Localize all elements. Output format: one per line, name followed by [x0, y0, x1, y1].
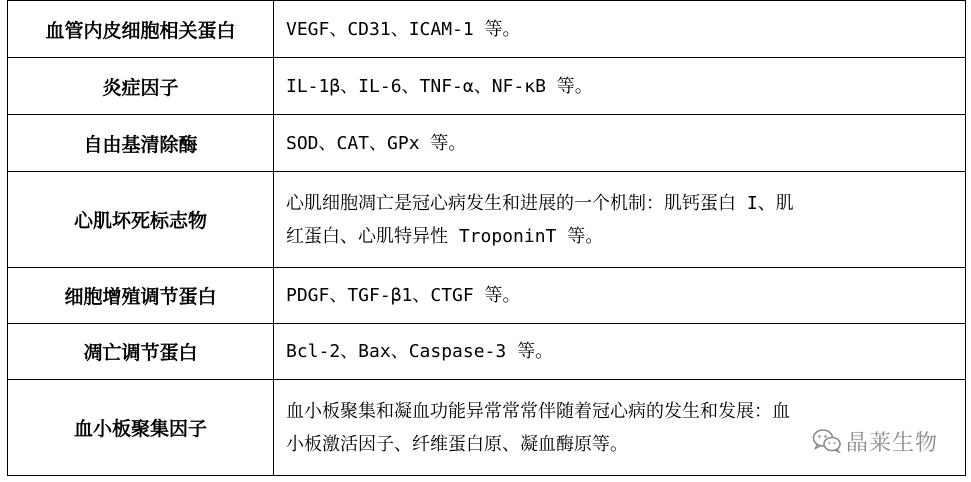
wechat-icon: [812, 428, 842, 454]
category-cell: 炎症因子: [8, 58, 274, 115]
description-line: Bcl-2、Bax、Caspase-3 等。: [286, 341, 554, 362]
category-cell: 血管内皮细胞相关蛋白: [8, 1, 274, 58]
category-cell: 凋亡调节蛋白: [8, 324, 274, 380]
description-cell: [274, 172, 966, 268]
description-line: 血小板聚集和凝血功能异常常常伴随着冠心病的发生和发展：血: [286, 400, 790, 422]
watermark: [812, 424, 938, 458]
table-row: [8, 268, 966, 324]
table-row: [8, 324, 966, 380]
biomarker-table: [7, 0, 966, 476]
description-cell: [274, 58, 966, 115]
description-cell: [274, 268, 966, 324]
table-row: [8, 115, 966, 172]
description-line: IL-1β、IL-6、TNF-α、NF-κB 等。: [286, 75, 593, 97]
watermark-text: 晶莱生物: [846, 430, 939, 456]
category-cell: 自由基清除酶: [8, 115, 274, 172]
description-line: VEGF、CD31、ICAM-1 等。: [286, 18, 521, 40]
category-cell: 心肌坏死标志物: [8, 172, 274, 268]
description-cell: [274, 1, 966, 58]
description-line: 心肌细胞凋亡是冠心病发生和进展的一个机制：肌钙蛋白 I、肌: [286, 192, 794, 214]
category-cell: 细胞增殖调节蛋白: [8, 268, 274, 324]
category-cell: 血小板聚集因子: [8, 380, 274, 476]
description-line: 小板激活因子、纤维蛋白原、凝血酶原等。: [286, 433, 628, 455]
table-row: [8, 1, 966, 58]
table-row: [8, 172, 966, 268]
description-line: 红蛋白、心肌特异性 TroponinT 等。: [286, 225, 604, 247]
description-line: PDGF、TGF-β1、CTGF 等。: [286, 285, 521, 306]
description-line: SOD、CAT、GPx 等。: [286, 132, 467, 154]
table-row: [8, 58, 966, 115]
description-cell: [274, 324, 966, 380]
description-cell: [274, 115, 966, 172]
